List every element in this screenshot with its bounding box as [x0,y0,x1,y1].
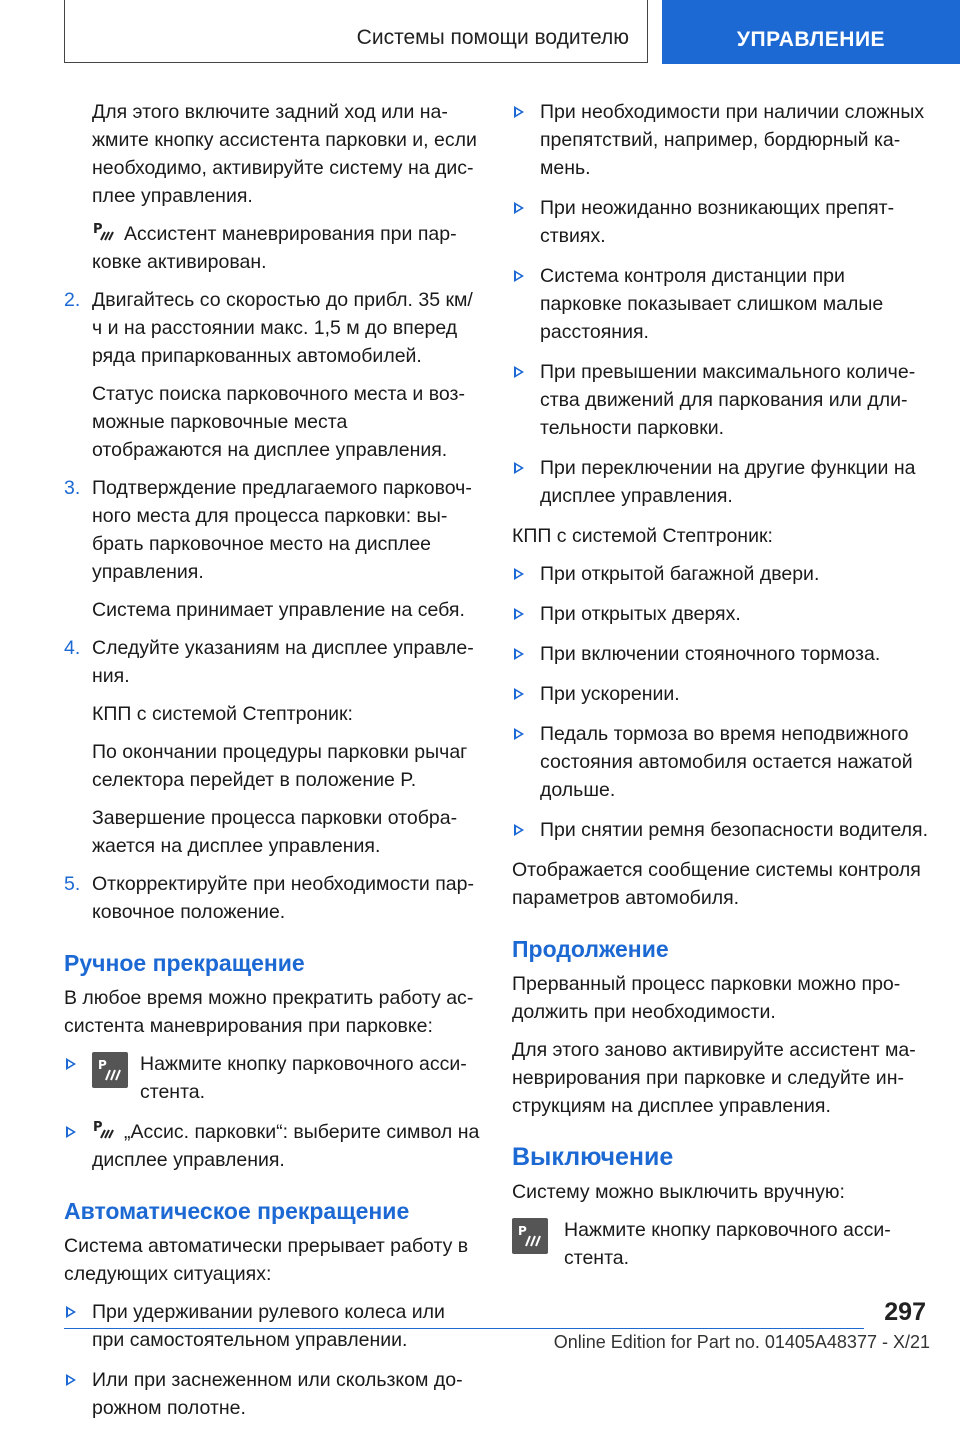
step-number: 3. [64,477,81,499]
footer-divider [64,1328,864,1329]
step-text: Подтверждение предлагаемого парковочного места для процесса парковки: выбрать парковочное место на дисплее управления. [92,477,472,583]
section-title: Системы помощи водителю [64,0,648,63]
step-text: Откорректируйте при необходимости парковочное положение. [92,873,474,923]
page-number: 297 [884,1298,926,1326]
bullets-a-list [512,98,930,510]
manual-bullet-1: Нажмите кнопку парковочного ассистента. [140,1053,467,1103]
list-item: Педаль тормоза во время неподвижного состояния автомобиля остается нажатой дольше. [512,720,930,804]
svg-text:P: P [98,1058,107,1072]
step-number: 5. [64,873,81,895]
list-item: При открытой багажной двери. [512,560,930,588]
list-item: При открытых дверях. [512,600,930,628]
off-text: Систему можно выключить вручную: [512,1181,845,1203]
step-text: КПП с системой Стептроник: [92,703,353,725]
step-item [64,474,480,624]
intro-note-text: Ассистент маневрирования при парковке активирован. [92,223,457,273]
auto-heading: Автоматическое прекращение [64,1198,410,1224]
svg-text:P: P [93,1120,103,1135]
intro-note [64,220,480,276]
list-item [64,1050,480,1106]
left-column [64,98,480,1434]
list-item: При превышении максимального количества движений для паркования или длительности парковки. [512,358,930,442]
list-item: Или при заснеженном или скользком дорожном полотне. [64,1366,480,1422]
list-item: При переключении на другие функции на дисплее управления. [512,454,930,510]
chapter-title: УПРАВЛЕНИЕ [662,0,960,64]
step-text: Система принимает управление на себя. [92,599,465,621]
footer-edition: Online Edition for Part no. 01405A48377 - X/21 [553,1332,930,1352]
message-text: Отображается сообщение системы контроля параметров автомобиля. [512,859,921,909]
list-item: При неожиданно возникающих препятствиях. [512,194,930,250]
intro-text: Для этого включите задний ход или нажмите кнопку ассистента парковки и, если необходимо, активируйте систему на дисплее управления. [92,101,477,207]
park-assist-button-icon [512,1218,548,1254]
auto-text: Система автоматически прерывает работу в следующих ситуациях: [64,1235,469,1285]
list-item [64,1118,480,1174]
list-item: При снятии ремня безопасности водителя. [512,816,930,844]
list-item: При включении стояночного тормоза. [512,640,930,668]
step-number: 4. [64,637,81,659]
right-column [512,98,930,1272]
steptronic-label: КПП с системой Стептроник: [512,525,773,547]
step-text: Статус поиска парковочного места и возможные парковочные места отображаются на дисплее управления. [92,383,465,461]
step-item [64,634,480,860]
off-heading: Выключение [512,1143,674,1171]
continue-text-2: Для этого заново активируйте ассистент маневрирования при парковке и следуйте инструкциям на дисплее управления. [512,1039,916,1117]
continue-text-1: Прерванный процесс парковки можно продолжить при необходимости. [512,973,901,1023]
list-item: При необходимости при наличии сложных препятствий, например, бордюрный камень. [512,98,930,182]
bullets-b-list [512,560,930,844]
step-text: Двигайтесь со скоростью до прибл. 35 км/ч и на расстоянии макс. 1,5 м до вперед ряда припаркованных автомобилей. [92,289,473,367]
step-number: 2. [64,289,81,311]
step-item [64,286,480,464]
page-header [0,0,960,66]
off-button-row [512,1216,930,1272]
continue-heading: Продолжение [512,936,669,962]
step-text: Завершение процесса парковки отображается на дисплее управления. [92,807,458,857]
list-item: При ускорении. [512,680,930,708]
off-button-text: Нажмите кнопку парковочного ассистента. [564,1219,891,1269]
manual-heading: Ручное прекращение [64,950,305,976]
step-text: Следуйте указаниям на дисплее управления. [92,637,474,687]
step-item [64,870,480,926]
manual-bullet-2: „Ассис. парковки“: выберите символ на дисплее управления. [92,1121,480,1171]
park-assist-symbol-icon [92,1118,116,1142]
list-item: Система контроля дистанции при парковке показывает слишком малые расстояния. [512,262,930,346]
park-assist-button-icon [92,1052,128,1088]
manual-text: В любое время можно прекратить работу ассистента маневрирования при парковке: [64,987,474,1037]
svg-text:P: P [518,1224,527,1238]
svg-text:P: P [93,222,103,237]
steps-list [64,286,480,926]
step-text: По окончании процедуры парковки рычаг селектора перейдет в положение P. [92,741,468,791]
park-assist-symbol-icon [92,220,116,244]
list-item: При удерживании рулевого колеса или при самостоятельном управлении. [64,1298,480,1354]
auto-bullets-list [64,1298,480,1422]
